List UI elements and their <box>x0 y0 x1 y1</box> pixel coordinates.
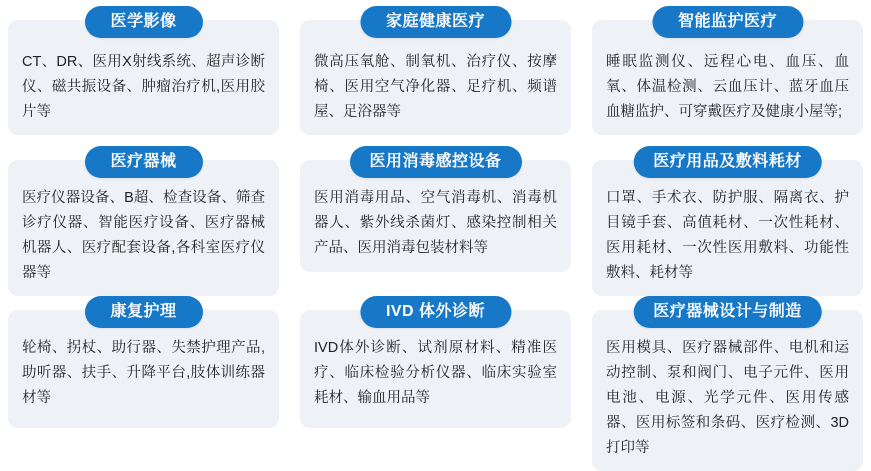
card-title-badge: 医用消毒感控设备 <box>349 146 521 178</box>
card-panel <box>8 13 279 135</box>
card-panel <box>300 153 571 272</box>
category-card-disinfection <box>292 146 579 296</box>
card-title-badge: 医学影像 <box>84 6 202 38</box>
card-title-badge: IVD 体外诊断 <box>360 296 511 328</box>
card-panel <box>8 153 279 296</box>
category-card-medical-imaging <box>0 6 287 146</box>
card-title-badge: 智能监护医疗 <box>652 6 803 38</box>
category-card-rehabilitation <box>0 296 287 446</box>
card-title-badge: 家庭健康医疗 <box>360 6 511 38</box>
category-card-ivd <box>292 296 579 446</box>
card-body-text: 微高压氧舱、制氧机、治疗仪、按摩椅、医用空气净化器、足疗机、频谱屋、足浴器等 <box>314 54 557 120</box>
card-body-text: IVD体外诊断、试剂原材料、精准医疗、临床检验分析仪器、临床实验室耗材、输血用品等 <box>314 340 557 406</box>
category-card-design-manufacturing <box>584 296 871 456</box>
card-body-text: 轮椅、拐杖、助行器、失禁护理产品,助听器、扶手、升降平台,肢体训练器材等 <box>22 340 265 406</box>
card-body-text: 睡眠监测仪、远程心电、血压、血氧、体温检测、云血压计、蓝牙血压血糖监护、可穿戴医疗及健康小屋等; <box>606 54 849 120</box>
card-title-badge: 医疗用品及敷料耗材 <box>633 146 822 178</box>
card-panel <box>592 153 863 296</box>
category-card-home-health <box>292 6 579 146</box>
card-body-text: 医用模具、医疗器械部件、电机和运动控制、泵和阀门、电子元件、医用电池、电源、光学元件、医用传感器、医用标签和条码、医疗检测、3D打印等 <box>606 340 849 456</box>
card-body-text: 口罩、手术衣、防护服、隔离衣、护目镜手套、高值耗材、一次性耗材、医用耗材、一次性医用敷料、功能性敷料、耗材等 <box>606 190 849 281</box>
card-panel <box>592 303 863 471</box>
category-card-smart-monitoring <box>584 6 871 146</box>
card-body-text: 医用消毒用品、空气消毒机、消毒机器人、紫外线杀菌灯、感染控制相关产品、医用消毒包装材料等 <box>314 190 557 256</box>
card-title-badge: 医疗器械 <box>84 146 202 178</box>
card-panel <box>8 303 279 428</box>
card-title-badge: 医疗器械设计与制造 <box>633 296 822 328</box>
card-panel <box>300 13 571 135</box>
category-card-supplies-dressings <box>584 146 871 296</box>
card-panel <box>300 303 571 428</box>
card-body-text: 医疗仪器设备、B超、检查设备、筛查诊疗仪器、智能医疗设备、医疗器械机器人、医疗配套设备,各科室医疗仪器等 <box>22 190 265 281</box>
card-title-badge: 康复护理 <box>84 296 202 328</box>
card-panel <box>592 13 863 135</box>
card-body-text: CT、DR、医用X射线系统、超声诊断仪、磁共振设备、肿瘤治疗机,医用胶片等 <box>22 54 265 120</box>
category-card-medical-devices <box>0 146 287 296</box>
